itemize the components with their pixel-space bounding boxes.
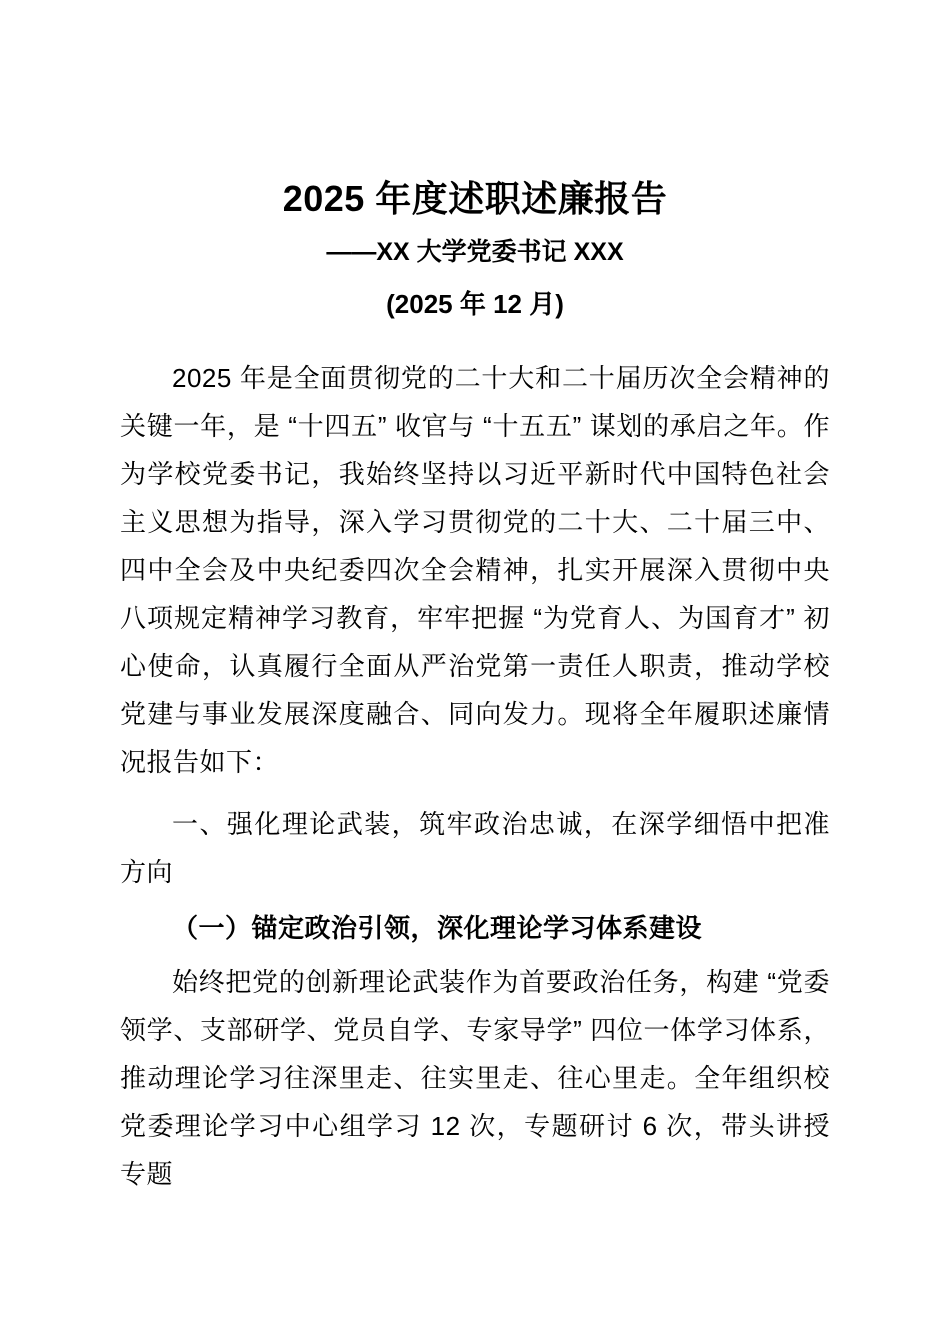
doc-date-line: (2025 年 12 月)	[386, 289, 564, 319]
section-1-heading: 一、强化理论武装，筑牢政治忠诚，在深学细悟中把准方向	[120, 809, 830, 887]
doc-title: 2025 年度述职述廉报告	[282, 178, 668, 219]
intro-paragraph: 2025 年是全面贯彻党的二十大和二十届历次全会精神的关键一年，是 “十四五” 收官与 “十五五” 谋划的承启之年。作为学校党委书记，我始终坚持以习近平新时代中国特色社会主义思想为指导，深入学习贯彻党的二十大、二十届三中、四中全会及中央纪委四次全会精神，扎实开展深入贯彻中央八项规定精神学习教育，牢牢把握 “为党育人、为国育才” 初心使命，认真履行全面从严治党第一责任人职责，推动学校党建与事业发展深度融合、同向发力。现将全年履职述廉情况报告如下：	[120, 363, 830, 777]
doc-byline: ——XX 大学党委书记 XXX	[326, 238, 624, 266]
section-1-1-heading: （一）锚定政治引领，深化理论学习体系建设	[172, 913, 703, 943]
doc-body	[120, 354, 830, 1198]
section-1-1-paragraph: 始终把党的创新理论武装作为首要政治任务，构建 “党委领学、支部研学、党员自学、专家导学” 四位一体学习体系，推动理论学习往深里走、往实里走、往心里走。全年组织校党委理论学习中心组学习 12 次，专题研讨 6 次，带头讲授专题	[120, 967, 830, 1189]
